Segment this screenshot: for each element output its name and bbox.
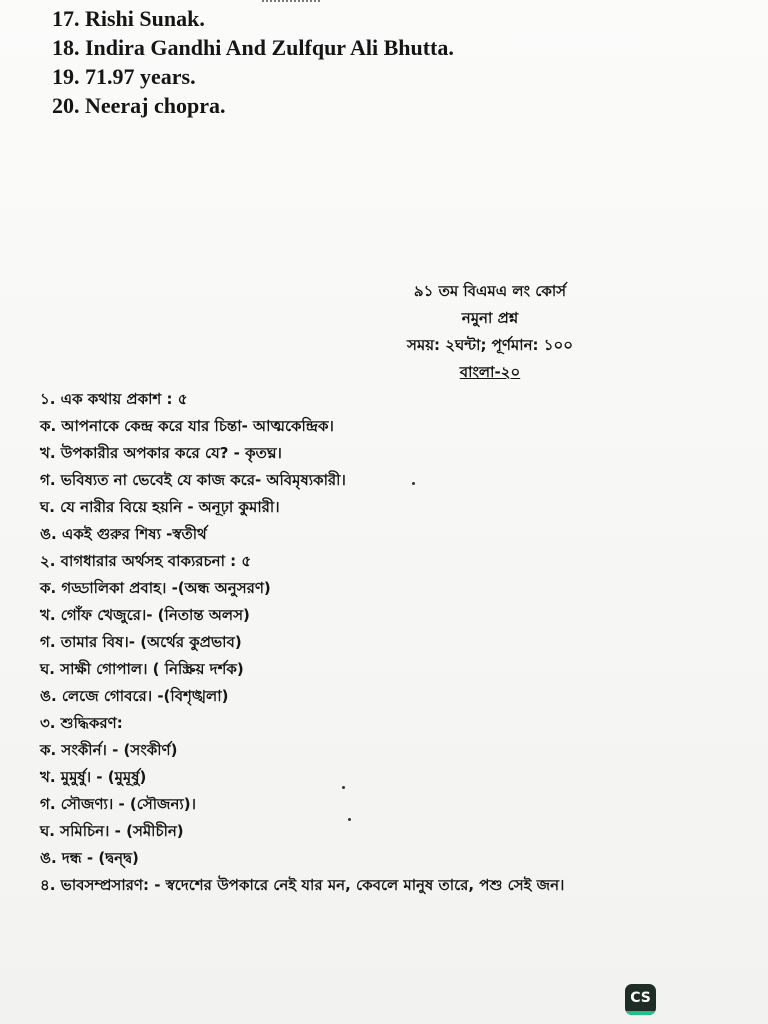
answer-item: 18. Indira Gandhi And Zulfqur Ali Bhutta. (52, 35, 454, 60)
question-line: ঘ. সাক্ষী গোপাল। ( নিস্ক্রিয় দর্শক) (40, 660, 244, 678)
answer-item: 19. 71.97 years. (52, 64, 196, 89)
question-line: ক. আপনাকে কেন্দ্র করে যার চিন্তা- আত্মকেন্দ্রিক। (40, 417, 334, 435)
ink-speck (348, 818, 351, 821)
question-line: গ. তামার বিষ।- (অর্থের কুপ্রভাব) (40, 633, 242, 651)
question-line: ৪. ভাবসম্প্রসারণ: - স্বদেশের উপকারে নেই যার মন, কেবলে মানুষ তারে, পশু সেই জন। (40, 876, 565, 894)
question-line: ২. বাগধারার অর্থসহ বাক্যরচনা : ৫ (40, 552, 252, 570)
question-line: ১. এক কথায় প্রকাশ : ৫ (40, 390, 188, 408)
answer-list (52, 4, 454, 120)
question-line: গ. সৌজণ্য। - (সৌজন্য)। (40, 795, 196, 813)
camscanner-logo (625, 984, 656, 1015)
question-line: ঘ. সমিচিন। - (সমীচীন) (40, 822, 184, 840)
question-line: ঙ. লেজে গোবরে। -(বিশৃঙ্খলা) (40, 687, 229, 705)
question-line: খ. উপকারীর অপকার করে যে? - কৃতঘ্ন। (40, 444, 282, 462)
question-line: খ. গোঁফ খেজুরে।- (নিতান্ত অলস) (40, 606, 250, 624)
question-line: গ. ভবিষ্যত না ভেবেই যে কাজ করে- অবিমৃষ্যকারী। (40, 471, 346, 489)
answer-item: 17. Rishi Sunak. (52, 6, 205, 31)
logo-accent-bar (625, 1011, 656, 1015)
question-line: ঙ. দন্ধ - (দ্বন্দ্ব) (40, 849, 139, 867)
subject-title: বাংলা-২০ (459, 363, 521, 381)
question-list (40, 386, 564, 899)
question-line: ঘ. যে নারীর বিয়ে হয়নি - অনূঢ়া কুমারী। (40, 498, 280, 516)
question-line: ঙ. একই গুরুর শিষ্য -স্বতীর্থ (40, 525, 207, 543)
exam-subtitle: নমুনা প্রশ্ন (461, 309, 519, 327)
question-line: খ. মুমুর্ষু। - (মুমূর্ষু) (40, 768, 147, 786)
answer-item: 20. Neeraj chopra. (52, 93, 226, 118)
ink-speck (412, 482, 415, 485)
time-and-marks: সময়: ২ঘন্টা; পূর্ণমান: ১০০ (406, 336, 574, 354)
logo-text: CS (630, 990, 651, 1006)
course-title: ৯১ তম বিএমএ লং কোর্স (413, 282, 567, 300)
question-line: ক. সংকীর্ন। - (সংকীর্ণ) (40, 741, 178, 759)
ink-speck (342, 786, 345, 789)
question-line: ৩. শুদ্ধিকরণ: (40, 714, 123, 732)
question-line: ক. গড্ডালিকা প্রবাহ। -(অন্ধ অনুসরণ) (40, 579, 271, 597)
exam-header (380, 278, 600, 386)
